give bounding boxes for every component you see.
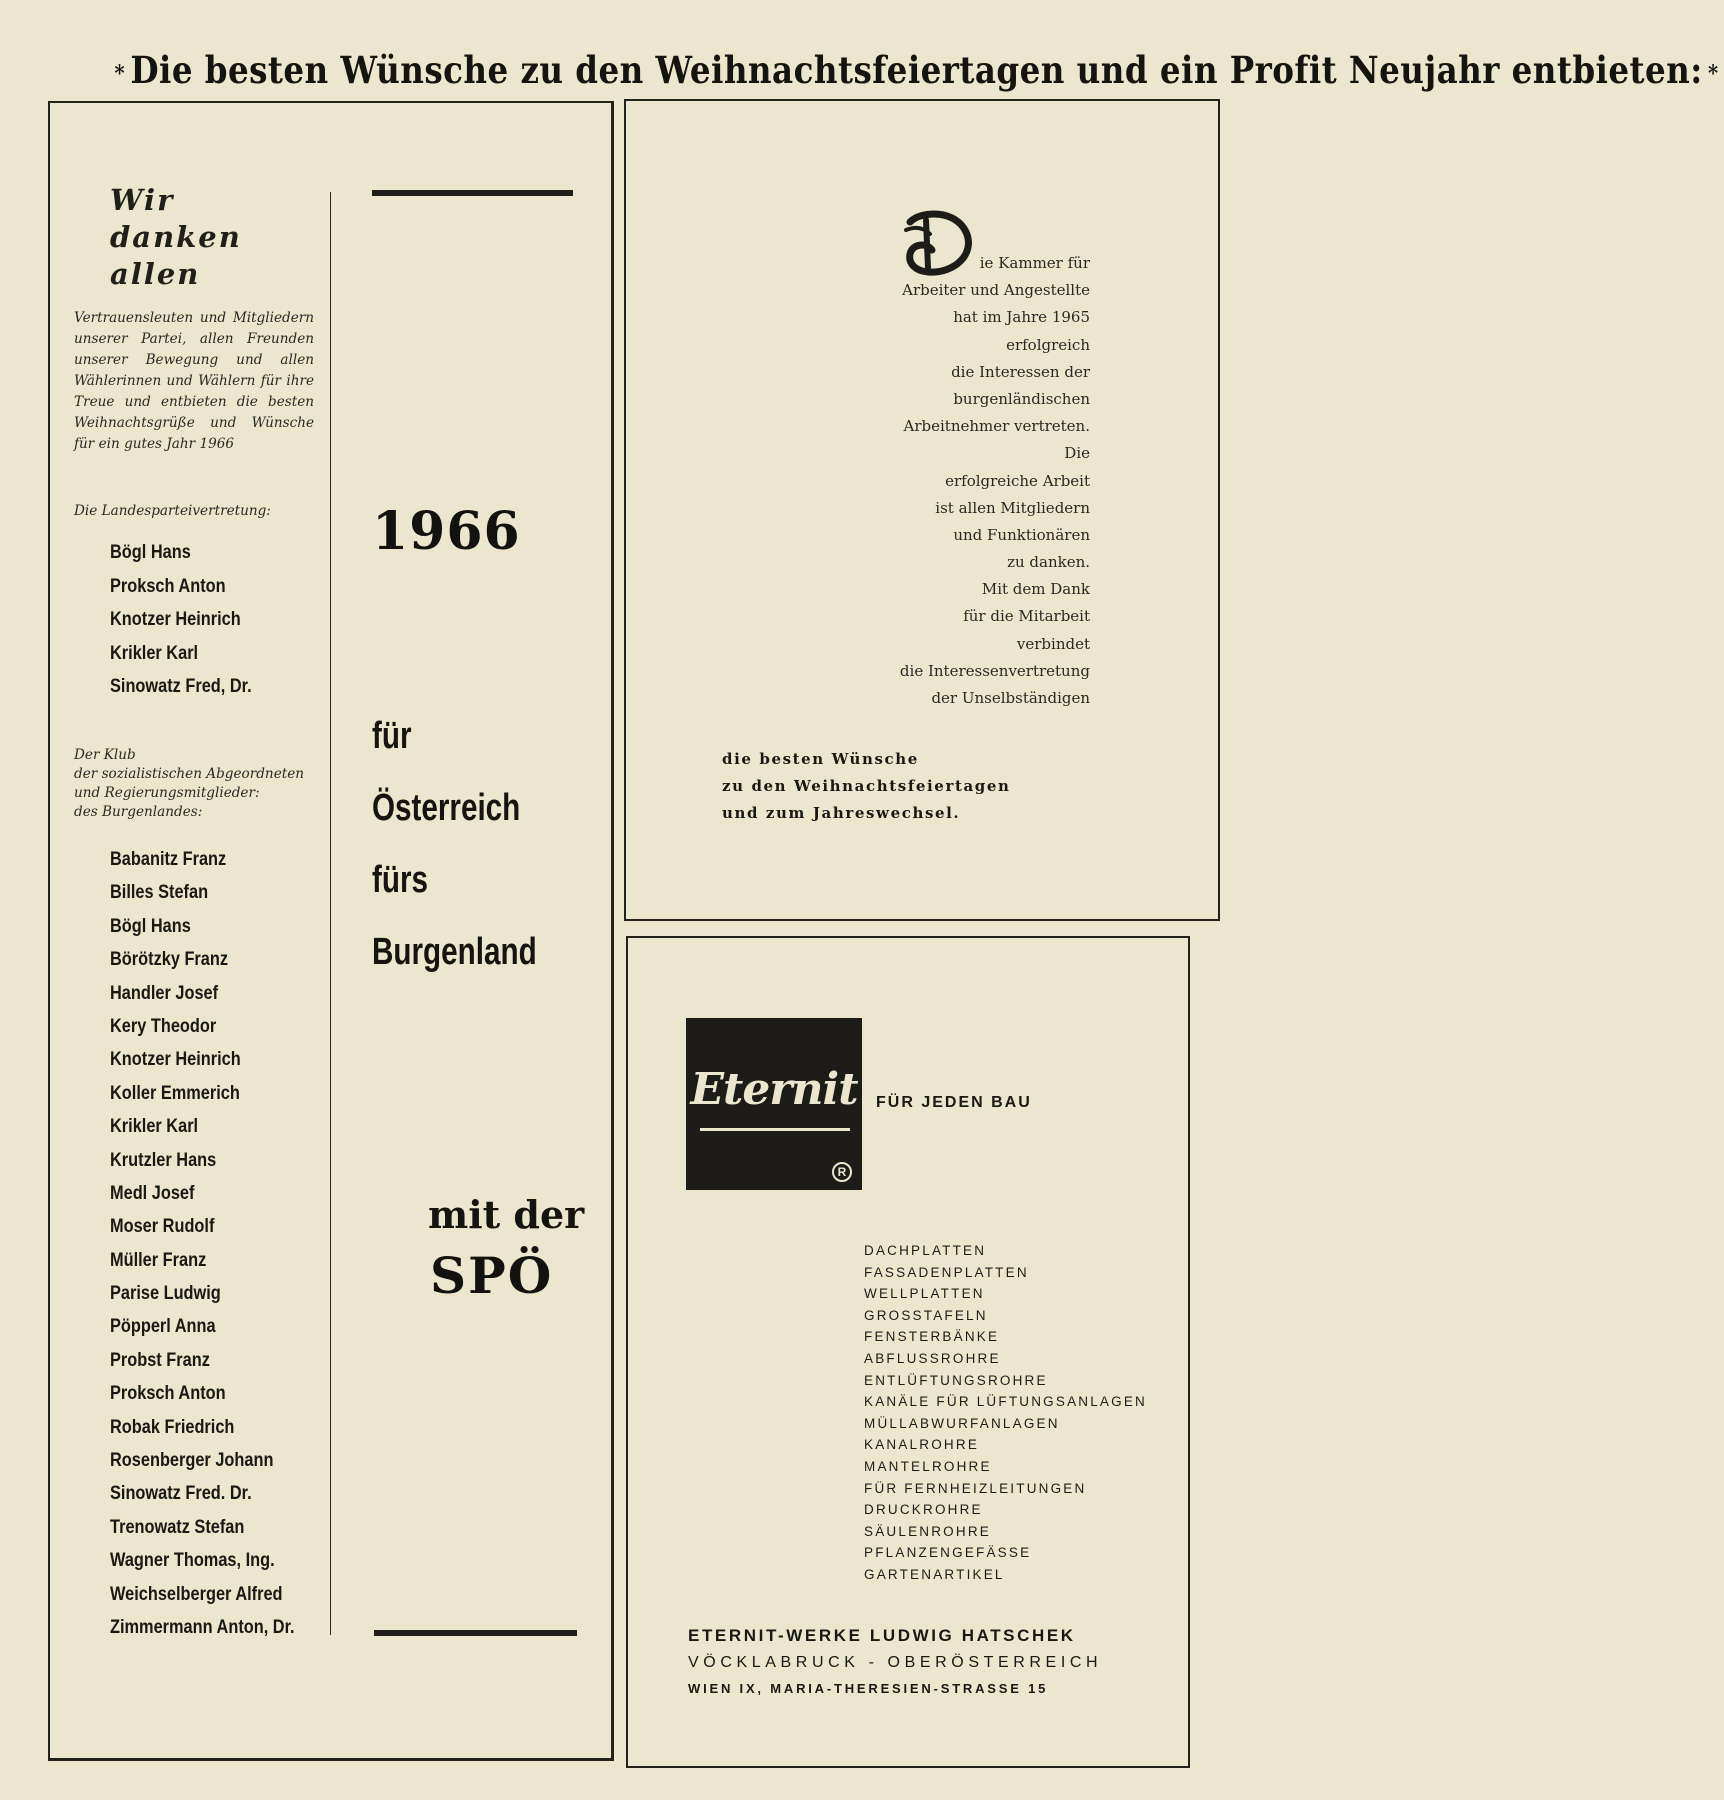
name-item: Krikler Karl bbox=[110, 642, 199, 664]
kammer-line: zu danken. bbox=[1007, 553, 1090, 572]
product-item: GARTENARTIKEL bbox=[864, 1566, 1005, 1582]
product-item: FENSTERBÄNKE bbox=[864, 1329, 1000, 1345]
name-item: Kery Theodor bbox=[110, 1015, 217, 1037]
product-item: FASSADENPLATTEN bbox=[864, 1264, 1029, 1280]
name-item: Medl Josef bbox=[110, 1182, 195, 1204]
column-divider bbox=[330, 192, 331, 1635]
product-item: DRUCKROHRE bbox=[864, 1502, 983, 1518]
wishes-line: zu den Weihnachtsfeiertagen bbox=[722, 777, 1011, 795]
name-item: Koller Emmerich bbox=[110, 1082, 240, 1104]
year-1966: 1966 bbox=[372, 501, 521, 562]
product-item: SÄULENROHRE bbox=[864, 1523, 991, 1539]
klub-label-line: des Burgenlandes: bbox=[74, 804, 203, 820]
thanks-intro-text: Vertrauensleuten und Mitgliedern unserer Partei, allen Freunden unserer Bewegung und allen Wählerinnen und Wählern für ihre Treue und entbieten die besten Weihnachtsgrüße und Wünsche für ein gutes Jahr 1966 bbox=[74, 310, 314, 452]
banner-star-right: * bbox=[1708, 60, 1719, 87]
name-item: Robak Friedrich bbox=[110, 1416, 235, 1438]
kammer-wishes bbox=[722, 746, 1142, 827]
slogan-line: für bbox=[372, 715, 412, 757]
kammer-text bbox=[850, 250, 1090, 712]
product-item: DACHPLATTEN bbox=[864, 1243, 987, 1258]
name-item: Rosenberger Johann bbox=[110, 1450, 274, 1472]
klub-label-line: und Regierungsmitglieder: bbox=[74, 785, 260, 801]
kammer-line: Arbeiter und Angestellte bbox=[902, 281, 1090, 300]
name-item: Babanitz Franz bbox=[110, 849, 227, 870]
name-item: Krutzler Hans bbox=[110, 1149, 217, 1171]
klub-name-list bbox=[110, 843, 350, 1644]
name-item: Börötzky Franz bbox=[110, 949, 229, 971]
name-item: Sinowatz Fred. Dr. bbox=[110, 1483, 252, 1505]
company-address: WIEN IX, MARIA-THERESIEN-STRASSE 15 bbox=[688, 1681, 1049, 1696]
header-banner bbox=[109, 40, 1719, 100]
name-item: Pöpperl Anna bbox=[110, 1316, 216, 1338]
eternit-logo-word: Eternit bbox=[690, 1064, 858, 1115]
kammer-line: Mit dem Dank bbox=[981, 580, 1090, 599]
name-item: Weichselberger Alfred bbox=[110, 1583, 283, 1605]
name-item: Knotzer Heinrich bbox=[110, 609, 241, 630]
thanks-intro bbox=[74, 308, 314, 455]
top-rule bbox=[372, 190, 573, 196]
thanks-line-3: allen bbox=[110, 257, 201, 291]
landespartei-name-list bbox=[110, 536, 350, 704]
wishes-line: und zum Jahreswechsel. bbox=[722, 804, 961, 822]
landespartei-label: Die Landesparteivertretung: bbox=[74, 503, 271, 519]
name-item: Handler Josef bbox=[110, 982, 219, 1004]
kammer-line: burgenländischen bbox=[953, 389, 1090, 408]
kammer-line: erfolgreich bbox=[1006, 335, 1090, 354]
thanks-line-2: danken bbox=[110, 220, 242, 254]
kammer-line: Arbeitnehmer vertreten. bbox=[903, 417, 1090, 436]
company-location: VÖCKLABRUCK - OBERÖSTERREICH bbox=[688, 1654, 1103, 1671]
name-item: Parise Ludwig bbox=[110, 1283, 221, 1305]
party-name: SPÖ bbox=[430, 1246, 554, 1305]
slogan-list bbox=[372, 700, 592, 988]
name-item: Proksch Anton bbox=[110, 1383, 226, 1405]
slogan-line: Burgenland bbox=[372, 931, 537, 973]
name-item: Sinowatz Fred, Dr. bbox=[110, 676, 252, 697]
name-item: Wagner Thomas, Ing. bbox=[110, 1550, 275, 1572]
name-item: Bögl Hans bbox=[110, 542, 191, 563]
product-item: ABFLUSSROHRE bbox=[864, 1350, 1001, 1366]
logo-underline bbox=[700, 1128, 850, 1131]
product-item: GROSSTAFELN bbox=[864, 1307, 988, 1323]
product-item: PFLANZENGEFÄSSE bbox=[864, 1545, 1032, 1561]
initial-letter: D bbox=[939, 263, 940, 264]
product-item: KANALROHRE bbox=[864, 1437, 980, 1453]
product-item: WELLPLATTEN bbox=[864, 1286, 985, 1302]
kammer-line: Die bbox=[1064, 444, 1090, 463]
kammer-line: verbindet bbox=[1016, 634, 1090, 653]
name-item: Billes Stefan bbox=[110, 882, 209, 904]
slogan-line: Österreich bbox=[372, 787, 521, 829]
klub-label bbox=[74, 746, 324, 822]
product-item: FÜR FERNHEIZLEITUNGEN bbox=[864, 1480, 1087, 1496]
thanks-line-1: Wir bbox=[110, 183, 175, 217]
kammer-line: die Interessenvertretung bbox=[899, 661, 1090, 680]
product-item: KANÄLE FÜR LÜFTUNGSANLAGEN bbox=[864, 1394, 1147, 1410]
slogan-line: fürs bbox=[372, 859, 429, 901]
kammer-line: hat im Jahre 1965 bbox=[953, 308, 1090, 327]
eternit-tagline: FÜR JEDEN BAU bbox=[876, 1094, 1032, 1111]
kammer-line: für die Mitarbeit bbox=[963, 607, 1090, 626]
product-item: MÜLLABWURFANLAGEN bbox=[864, 1415, 1060, 1431]
name-item: Müller Franz bbox=[110, 1249, 207, 1271]
kammer-line: der Unselbständigen bbox=[931, 689, 1090, 707]
kammer-line: die Interessen der bbox=[951, 362, 1090, 381]
kammer-line: erfolgreiche Arbeit bbox=[945, 471, 1090, 490]
kammer-line: ie Kammer für bbox=[979, 254, 1090, 272]
klub-label-line: der sozialistischen Abgeordneten bbox=[74, 766, 304, 782]
name-item: Knotzer Heinrich bbox=[110, 1049, 241, 1071]
company-name: ETERNIT-WERKE LUDWIG HATSCHEK bbox=[688, 1626, 1076, 1645]
banner-star-left: * bbox=[114, 60, 126, 87]
wishes-line: die besten Wünsche bbox=[722, 750, 919, 768]
name-item: Proksch Anton bbox=[110, 575, 226, 597]
product-item: ENTLÜFTUNGSROHRE bbox=[864, 1372, 1048, 1388]
bottom-rule bbox=[374, 1630, 577, 1636]
eternit-company-block bbox=[688, 1622, 1148, 1702]
name-item: Moser Rudolf bbox=[110, 1216, 215, 1238]
registered-mark-icon: R bbox=[832, 1162, 852, 1182]
mit-der-text: mit der bbox=[428, 1192, 585, 1237]
kammer-line: ist allen Mitgliedern bbox=[935, 498, 1090, 517]
product-item: MANTELROHRE bbox=[864, 1458, 992, 1474]
eternit-product-list bbox=[864, 1240, 1164, 1586]
banner-text: Die besten Wünsche zu den Weihnachtsfeiertagen und ein Profit Neujahr entbieten: bbox=[130, 48, 1703, 92]
eternit-logo bbox=[686, 1018, 862, 1190]
kammer-line: und Funktionären bbox=[953, 525, 1090, 544]
name-item: Probst Franz bbox=[110, 1349, 210, 1371]
name-item: Krikler Karl bbox=[110, 1116, 199, 1138]
klub-label-line: Der Klub bbox=[74, 747, 136, 763]
name-item: Bögl Hans bbox=[110, 915, 191, 937]
name-item: Trenowatz Stefan bbox=[110, 1516, 245, 1538]
name-item: Zimmermann Anton, Dr. bbox=[110, 1616, 295, 1638]
thanks-heading bbox=[110, 182, 310, 293]
